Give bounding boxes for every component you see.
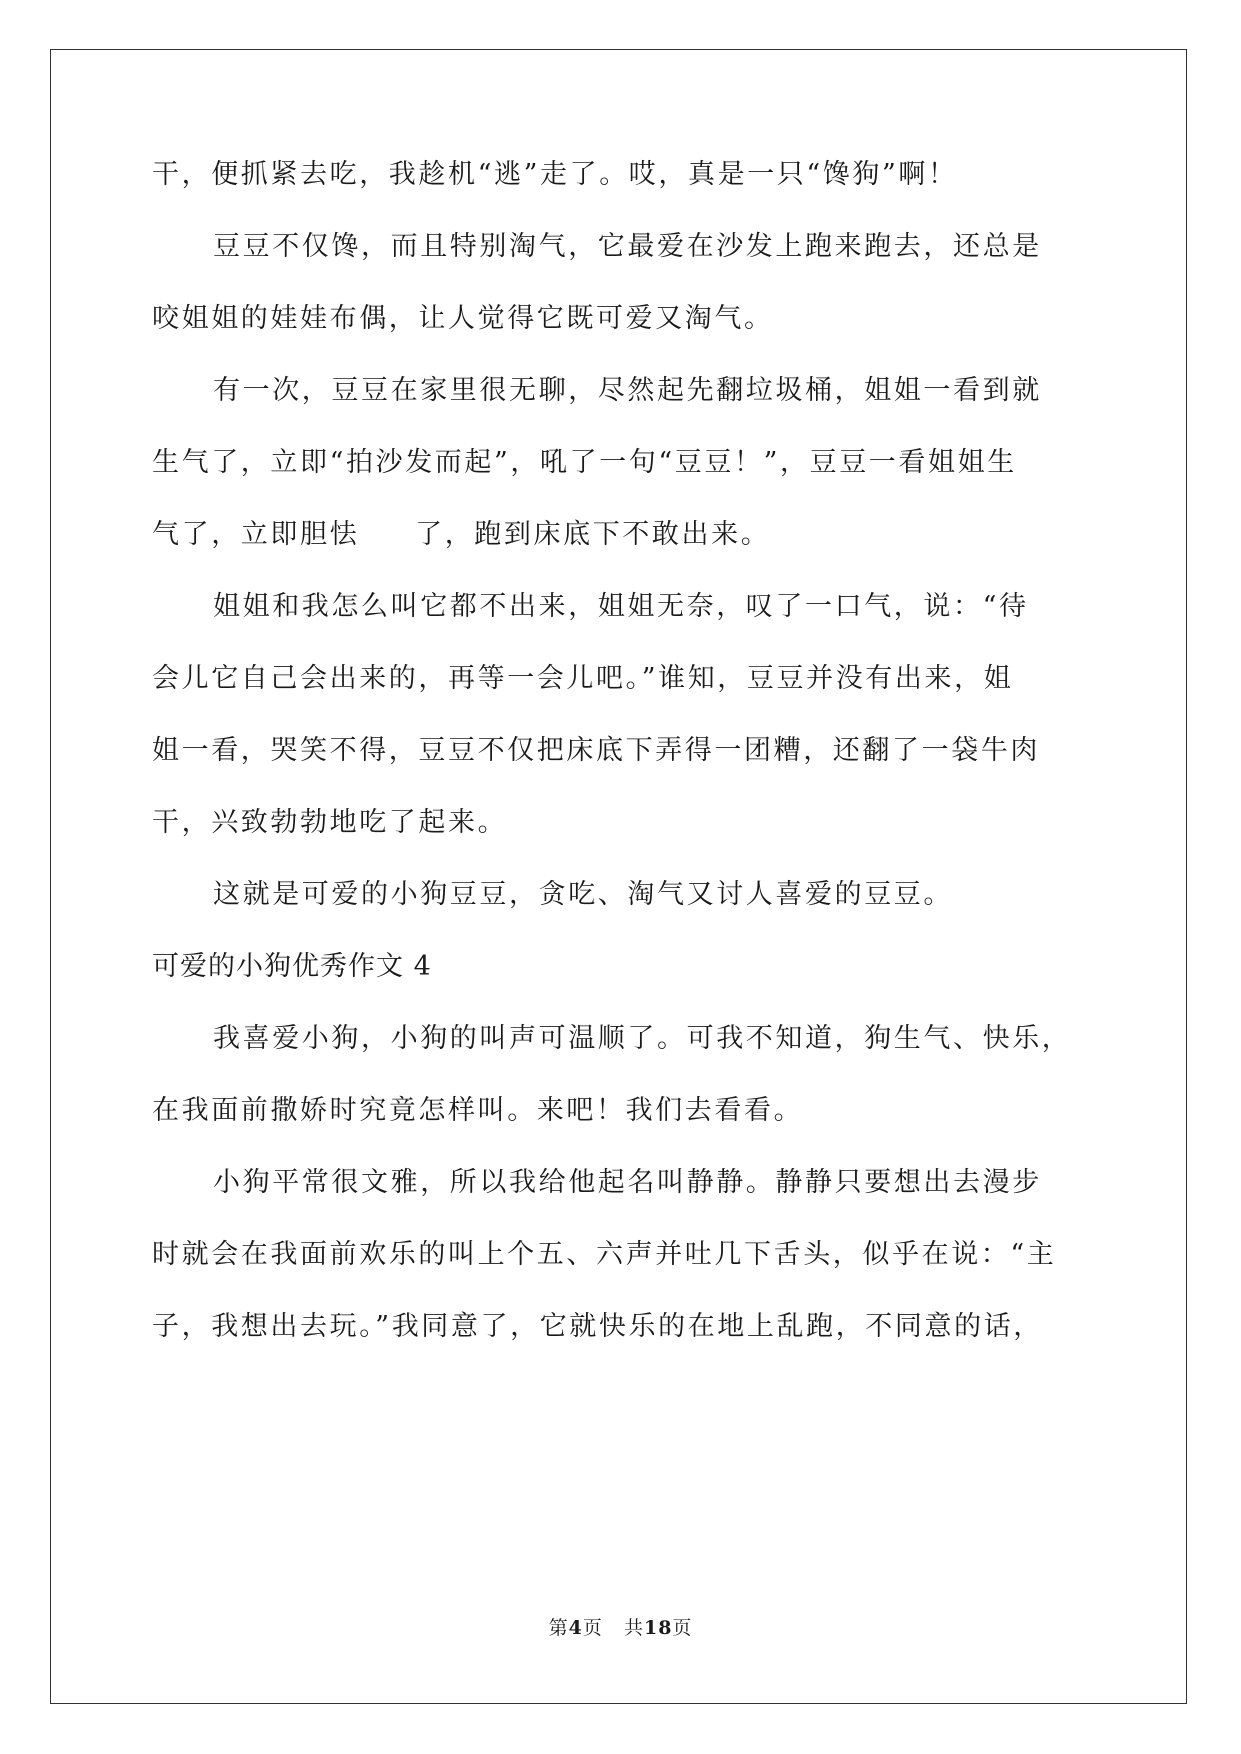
text-line: 有一次，豆豆在家里很无聊，尽然起先翻垃圾桶，姐姐一看到就: [213, 375, 1042, 406]
text-line: 这就是可爱的小狗豆豆，贪吃、淘气又讨人喜爱的豆豆。: [213, 879, 953, 910]
footer-total-prefix: 共: [623, 1617, 644, 1639]
text-line: 干，兴致勃勃地吃了起来。: [152, 807, 508, 838]
text-line: 小狗平常很文雅，所以我给他起名叫静静。静静只要想出去漫步: [213, 1167, 1042, 1198]
text-line: 姐一看，哭笑不得，豆豆不仅把床底下弄得一团糟，还翻了一袋牛肉: [152, 735, 1040, 766]
footer-page-number: 4: [568, 1617, 583, 1639]
footer-total-unit: 页: [672, 1617, 693, 1639]
text-line: 在我面前撒娇时究竟怎样叫。来吧！我们去看看。: [152, 1095, 804, 1126]
text-line: 气了，立即胆怯 了，跑到床底下不敢出来。: [152, 519, 771, 550]
text-line: 豆豆不仅馋，而且特别淘气，它最爱在沙发上跑来跑去，还总是: [213, 231, 1042, 262]
text-line: 子，我想出去玩。”我同意了，它就快乐的在地上乱跑，不同意的话，: [152, 1311, 1043, 1342]
section-heading: 可爱的小狗优秀作文 4: [152, 951, 432, 982]
footer-prefix: 第: [548, 1617, 569, 1639]
text-line: 我喜爱小狗，小狗的叫声可温顺了。可我不知道，狗生气、快乐，: [213, 1023, 1072, 1054]
page-footer: [0, 1616, 1241, 1640]
text-line: 干，便抓紧去吃，我趁机“逃”走了。哎，真是一只“馋狗”啊！: [152, 159, 958, 190]
text-line: 咬姐姐的娃娃布偶，让人觉得它既可爱又淘气。: [152, 303, 774, 334]
text-line: 生气了，立即“拍沙发而起”，吼了一句“豆豆！”，豆豆一看姐姐生: [152, 447, 1017, 478]
text-line: 会儿它自己会出来的，再等一会儿吧。”谁知，豆豆并没有出来，姐: [152, 663, 1014, 694]
text-line: 时就会在我面前欢乐的叫上个五、六声并吐几下舌头，似乎在说：“主: [152, 1239, 1057, 1270]
text-line: 姐姐和我怎么叫它都不出来，姐姐无奈，叹了一口气，说：“待: [213, 591, 1029, 622]
footer-total-pages: 18: [643, 1617, 673, 1639]
footer-page-unit: 页: [582, 1617, 603, 1639]
